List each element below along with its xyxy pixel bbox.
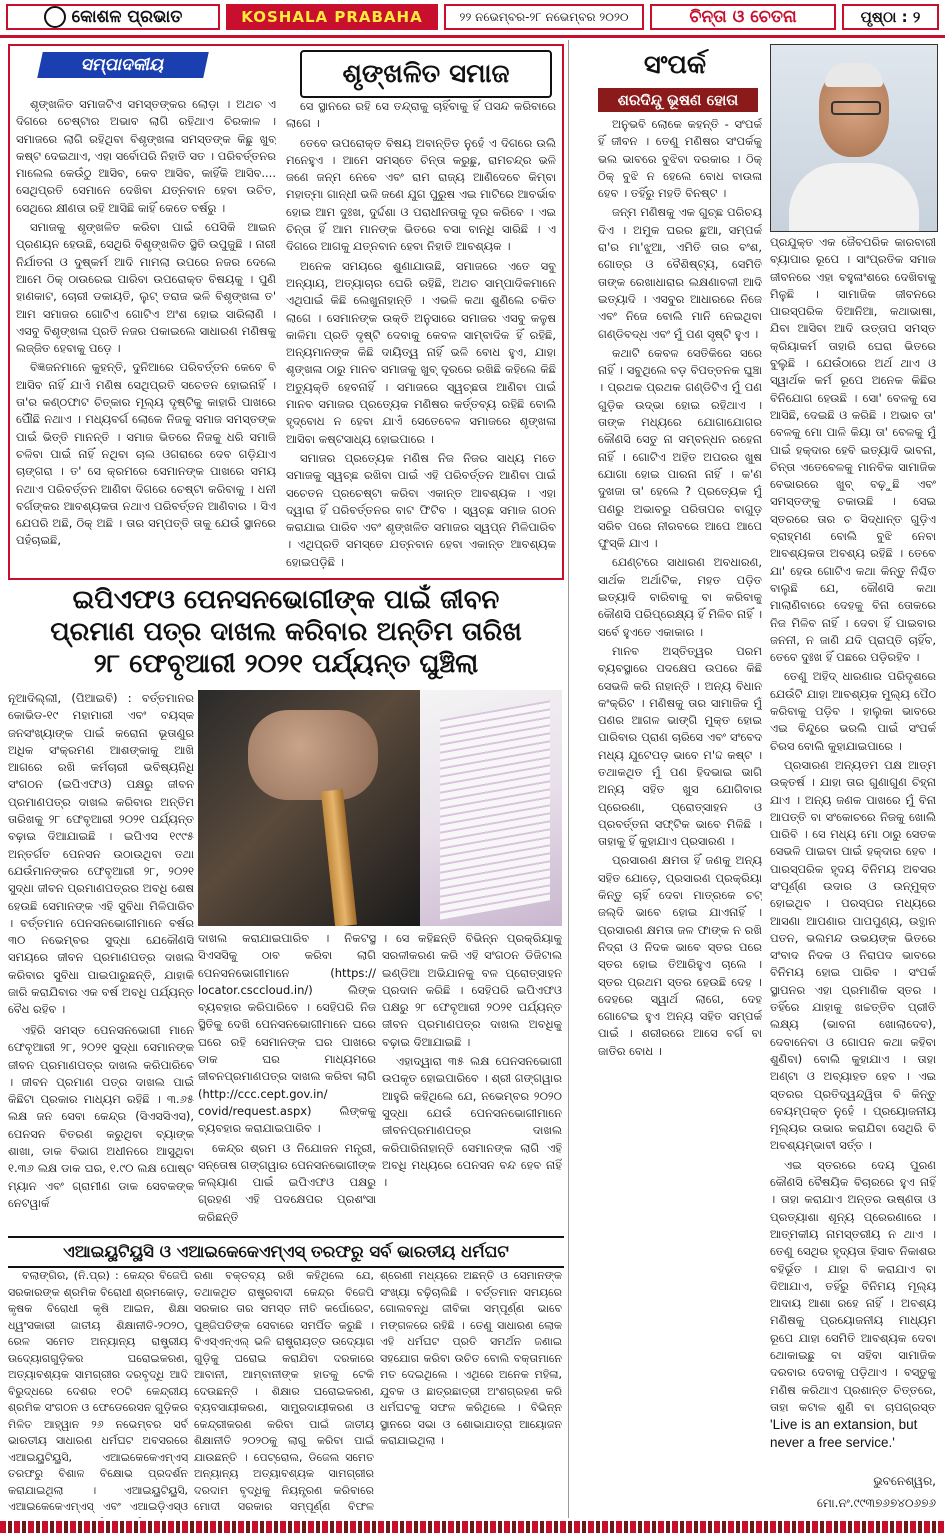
issue-date: ୨୨ ନଭେମ୍ବର-୨୮ ନଭେମ୍ବର ୨୦୨୦ — [444, 4, 644, 30]
column-title: ସଂପର୍କ — [643, 50, 707, 80]
paragraph: କଥାଟି କେବଳ ସେତିକିରେ ସରେ ନାହିଁ । ସବୁଥିଲେ ବଡ଼ ବିପତ୍ତନକ ଘୁଞ୍ଚା । ପ୍ରଥକ ପ୍ରଥକ ଗଣ୍ଡିଟିଏ ମୁଁ ପଣ ଗୁଡ଼ିକ ଉଦ୍ଭା ହୋଇ ରହିଥାଏ । ତାଙ୍କ ମଧ୍ୟରେ ଯୋଗାଯୋଗର କୌଣସି ସେତୁ ନା ସମ୍ବନ୍ଧନ ରହେନା ନାହିଁ । ଗୋଟିଏ ଅହିତ ଅପରର ଖୁଷ ଯୋଗା ହୋଇ ପାରନା ନାହିଁ । କ'ଣ ଦୁଖଜା ତା' ହେଲେ ? ପ୍ରତ୍ୟେକ ମୁଁ ପଣରୁ ଅଭାବରୁ ପରିତାପର ବାଗୁଡ଼ ସରିବ ପରେ ନୀରବରେ ଆପେ ଆପେ ଫୁସ୍କି ଯାଏ । — [598, 345, 762, 551]
column-quote: 'Live is an extansion, but never a free service.' — [770, 1417, 918, 1450]
epf-headline-line: ୨୮ ଫେବୃଆରୀ ୨୦୨୧ ପର୍ଯ୍ୟନ୍ତ ଘୁଞ୍ଚିଲା — [93, 649, 479, 679]
paragraph: କେନ୍ଦ୍ର ଶ୍ରମ ଓ ନିଯୋଜନ ମନ୍ତ୍ରୀ, ସନ୍ତୋଷ ଗଙ୍ଗୱାର ପେନସନଭୋଗୀଙ୍କ କଲ୍ୟାଣ ପାଇଁ ଇପିଏଫଓ ପକ୍ଷରୁ ଗ୍ରହଣ ଏହି ପଦକ୍ଷେପର ପ୍ରଶଂସା କରିଛନ୍ତି — [198, 1140, 376, 1224]
paragraph: ସମାଜକୁ ଶୃଙ୍ଖଳିତ କରିବା ପାଇଁ ପେସିକି ଆଇନ ପ୍ରଣୟନ ହେଉଛି, ସେଥିରି ବିଶୃଙ୍ଖଳିତ ସ୍ଥିତି ଉପୁଜୁଛି । ନାରୀ ନିର୍ଯାତନା ଓ ଦୁଷ୍କର୍ମ ଆଦି ମାମଲା ଉପରେ ନଜର ଦେଲେ ଆମେ ଠିକ୍ ଠାଉରେଇ ପାରିବା ଉପରୋକ୍ତ ବିଷୟକୁ । ପୁଣି ହାଣକାଟ, ଚୋରୀ ଡକାୟତି, ଲୁଟ୍ ତରାଜ ଭଳି ବିଶୃଙ୍ଖଳା ତ' ଆମ ସମାଜର ଗୋଟିଏ ଗୋଟିଏ ଅଂଶ ହୋଇ ସାରିଲାଣି । ଏସବୁ ବିଶୃଙ୍ଖଳା ପ୍ରତି ନଜର ପକାଇଲେ ସାଧାରଣ ମଣିଷକୁ ଲଜ୍ଜିତ ହେବାକୁ ପଡ଼େ । — [16, 220, 276, 356]
editorial-label: ସମ୍ପାଦକୀୟ — [37, 52, 209, 78]
section-title: ଚିନ୍ତା ଓ ଚେତନା — [650, 4, 836, 30]
epf-col-1b — [8, 1022, 194, 1234]
paragraph: ଶ୍ରେଣୀ ମଧ୍ୟରେ ଅଛନ୍ତି ଓ ସେମାନଙ୍କ ସଂଖ୍ୟା ବଢ଼ିଚାଲିଛି । ବର୍ତ୍ତମାନ ସମୟରେ ଗୋଲବନ୍ଧି ଜୀବିକା ସମ୍ପୂର୍ଣ୍ଣ ଭାବେ ମଙ୍ଗଳରେ ରହିଛି । ତେଣୁ ସାଧାରଣ ଲୋକ ଏହି ଧର୍ମଘଟ ପ୍ରତି ସମର୍ଥନ ଜଣାଇ ସହଯୋଗ କରିବା ଉଚିତ ବୋଲି ବକ୍ତାମାନେ ମତ ଦେଇଥିଲେ । ଏଥିରେ ଅନେକ ମହିଳା, ଯୁବକ ଓ ଛାତ୍ରଛାତ୍ରୀ ଅଂଶଗ୍ରହଣ କରି ଧର୍ମଘଟକୁ ସଫଳ କରିଥିଲେ । ବିଭିନ୍ନ ସ୍ଥାନରେ ସଭା ଓ ଶୋଭାଯାତ୍ରା ଆୟୋଜନ କରାଯାଇଥିଲା । — [380, 1269, 562, 1447]
paragraph: ବିଜ୍ଞଜନମାନେ କୁହନ୍ତି, ଦୁନିଆରେ ପରିବର୍ତ୍ତନ କେବେ ବି ଆସିବ ନାହିଁ ଯାଏଁ ମଣିଷ ସେଥିପ୍ରତି ସଚେତନ ହୋଇନାହିଁ । ତା'ର କଣ୍ଠଫାଟ ଚିତ୍କାର ମୂଲ୍ୟ ଦୃଷ୍ଟିକୁ କାହାରି ପାଖରେ ପୌଁଛି ନଥାଏ । ମଧ୍ୟବର୍ଗ ଲୋକେ ନିଜକୁ ସମାଜ ସମସ୍ତଙ୍କ ପାଇଁ ଭିତ୍ତି ମାନନ୍ତି । ସମାଜ ଭିତରେ ନିଜକୁ ଧରି ସମାଜି ଚଳିବା ପାଇଁ ନାହିଁ ନଥିବା ଚାଲ ଓଗରାରେ ଦେବ ଗଡ଼ିଯାଏ ଚାଙ୍ଗରା । ତ' ସେ କ୍ରମରେ ସେମାନଙ୍କ ପାଖରେ ସମୟ ନଥାଏ ପରିବର୍ତ୍ତନ ଆଣିବା ଦିଗରେ ଚେଷ୍ଟା କରିବାକୁ । ଧନୀ ବର୍ଗଙ୍କର ଆବଶ୍ୟକତା ନଥାଏ ପରିବର୍ତ୍ତନ ଆଣିବାର । ସିଏ ଯେପରି ଅଛି, ଠିକ୍ ଅଛି । ତାର ସମ୍ପତ୍ତି ତାକୁ ଯେଉଁ ସ୍ଥାନରେ ପହଁଚାଇଛି, — [16, 360, 276, 548]
epf-col-2 — [198, 930, 376, 1230]
currency-image — [420, 690, 562, 926]
masthead-english: KOSHALA PRABAHA — [226, 4, 438, 30]
paragraph: ଜନ୍ମ ମଣିଷକୁ ଏକ ଗୁଚ୍ଛ ପରିଚୟ ଦିଏ । ଅମୁକ ଘରର ଛୁଆ, ସମ୍ପର୍କ ରା'ର ମା'ଝୁଆ, ଏମିତି ତାର ବଂଶ, ଗୋତ୍ର ଓ ବୈଶିଷ୍ଟ୍ୟ, ସେମିତି ତାଙ୍କ ରେଖାଧାରାର ଲକ୍ଷଣାବଳୀ ଆଦି ଇତ୍ୟାଦି । ଏସବୁର ଆଧାରରେ ନିଜେ ଏବଂ ନିଜେ ବୋଲି ମାନି ନେଇଥିବା ଗଣ୍ଡିବଦ୍ଧ ଏବଂ ମୁଁ ପଣ ସୃଷ୍ଟି ହୁଏ । — [598, 205, 762, 341]
paragraph: । ସେ କହିଛନ୍ତି ବିଭିନ୍ନ ପ୍ରକ୍ରିୟାକୁ ସରଳୀକରଣ କରି ଏହି ସଂଗଠନ ଡିଜିଟାଲ ଇଣ୍ଡିଆ ଅଭିଯାନକୁ ବଳ ପ୍ରୋତ୍ସାହନ ପ୍ରଦାନ କରିଛି । ସେହିପରି ଇପିଏଫଓ ପକ୍ଷରୁ ୨୮ ଫେବୃଆରୀ ୨୦୨୧ ପର୍ଯ୍ୟନ୍ତ ଜୀବନ ପ୍ରମାଣପତ୍ର ଦାଖଲ ଅବଧିକୁ ବଢ଼ାଇ ଦିଆଯାଇଛି । — [382, 931, 562, 1049]
shirt-image — [789, 163, 919, 232]
paragraph: ଏହାଦ୍ୱାରା ୩୫ ଲକ୍ଷ ପେନସନଭୋଗୀ ଉପକୃତ ହୋଇପାରିବେ । ଶ୍ରୀ ଗଙ୍ଗୱାର ଆହୁରି କହିଥିଲେ ଯେ, ନଭେମ୍ବର ୨୦୨୦ ସୁଦ୍ଧା ଯେଉଁ ପେନସନଭୋଗୀମାନେ ଜୀବନପ୍ରମାଣପତ୍ର ଦାଖଲ କରିପାରିନାହାନ୍ତି ସେମାନଙ୍କ ଲାଗି ଏହି ଅବଧି ମଧ୍ୟରେ ପେନସନ ବନ୍ଦ ହେବ ନାହିଁ । — [382, 1054, 562, 1190]
strike-col-2 — [194, 1268, 374, 1518]
masthead-logo — [6, 4, 220, 30]
strike-col-3 — [380, 1268, 562, 1518]
epf-col-3 — [382, 930, 562, 1230]
logo-text: କୋଶଳ ପ୍ରଭାତ — [71, 7, 183, 27]
paragraph: ବଲାଙ୍ଗିର, (ନି.ପ୍ର) : କେନ୍ଦ୍ର ବିଜେପି ସରକାରଙ୍କ ଶ୍ରମିକ ବିରୋଧୀ ଶ୍ରମକୋଡ଼, କୃଷକ ବିରୋଧୀ କୃଷି ଆଇନ, ଶିକ୍ଷା ଧ୍ୱଂସକାରୀ ଜାତୀୟ ଶିକ୍ଷାନୀତି-୨୦୨୦, ରେଳ ସମେତ ଅନ୍ୟାନ୍ୟ ରାଷ୍ଟ୍ରୀୟ ଉଦ୍ୟୋଗଗୁଡ଼ିକର ଘରୋଇକରଣ, ଅତ୍ୟାବଶ୍ୟକ ସାମଗ୍ରୀର ଦରବୃଦ୍ଧି ଆଦି ବିରୁଦ୍ଧରେ ଦେଶର ୧୦ଟି କେନ୍ଦ୍ରୀୟ ଶ୍ରମିକ ସଂଗଠନ ଓ ଫେଡେରେସନ ଗୁଡ଼ିକର ମିଳିତ ଆହ୍ୱାନ ୨୬ ନଭେମ୍ବର ସର୍ବ ଭାରତୀୟ ସାଧାରଣ ଧର୍ମଘଟ ଅବସରରେ ଏଆଇୟୁଟିୟୁସି, ଏଆଇକେକେଏମ୍ଏସ୍ ତରଫରୁ ବିଶାଳ ବିକ୍ଷୋଭ ପ୍ରଦର୍ଶନ କରାଯାଇଥିଲା । ଏଆଇୟୁଟିୟୁସି, ଏଆଇକେକେଏମ୍ଏସ୍ ଏବଂ ଏଆଇଡ଼ିଏସ୍‌ଓ — [8, 1269, 188, 1513]
strike-headline: ଏଆଇୟୁଟିୟୁସି ଓ ଏଆଇକେକେଏମ୍ଏସ୍ ତରଫରୁ ସର୍ବ ଭାରତୀୟ ଧର୍ମଘଟ — [8, 1236, 564, 1268]
header-rule — [0, 35, 945, 38]
paragraph: ରଣା ବକ୍ତବ୍ୟ ରଖି କହିଥିଲେ ଯେ, ତଥାକଥିତ ରାଷ୍ଟ୍ରବାଦୀ କେନ୍ଦ୍ର ବିଜେପି ସରକାର ତାର ସମସ୍ତ ନୀତି କର୍ପୋରେଟ, ପୁଞ୍ଜିପତିଙ୍କ ସେବାରେ ସମର୍ପିତ କରୁଛି । ବିଏସ୍‌ଏନ୍‌ଏଲ୍ ଭଳି ରାଷ୍ଟ୍ରାୟତ୍ତ ଉଦ୍ୟୋଗ ଗୁଡ଼ିକୁ ଘରୋଇ କରାଯିବା ଦରକାରେ ଆବାନୀ, ଆମ୍ବାନୀଙ୍କ ହାତକୁ ଟେକି ଦେଉଛନ୍ତି । ଶିକ୍ଷାର ଘରୋଇକରଣ, ବ୍ୟବସାୟୀକରଣ, ସାମ୍ପ୍ରଦାୟୀକରଣ ଓ କେନ୍ଦ୍ରୀକରଣ କରିବା ପାଇଁ ଜାତୀୟ ଶିକ୍ଷାନୀତି ୨୦୨୦କୁ ଲାଗୁ କରିବା ପାଇଁ ଯାଉଛନ୍ତି । ପେଟ୍ରୋଲ, ଡିଜେଲ ସମେତ ଅନ୍ୟାନ୍ୟ ଅତ୍ୟାବଶ୍ୟକ ସାମଗ୍ରୀର ଦରଦାମ ବୃଦ୍ଧିକୁ ନିୟନ୍ତ୍ରଣ କରିବାରେ ମୋଦୀ ସରକାର ସମ୍ପୂର୍ଣ୍ଣ ବିଫଳ — [194, 1269, 374, 1513]
paragraph: ଏହିରି ସମସ୍ତ ପେନସନଭୋଗୀ ମାନେ ଫେବୃଆରୀ ୨୮, ୨୦୨୧ ସୁଦ୍ଧା ସେମାନଙ୍କ ଜୀବନ ପ୍ରମାଣପତ୍ର ଦାଖଲ କରିପାରିବେ । ଜୀବନ ପ୍ରମାଣ ପତ୍ର ଦାଖଲ ପାଇଁ କିଛିଟା ପ୍ରକାର ମାଧ୍ୟମ ରହିଛି । ୩.୬୫ ଲକ୍ଷ ଜନ ସେବା କେନ୍ଦ୍ର (ସିଏସସିଏସ), ପେନସନ ବିତରଣ କରୁଥିବା ବ୍ୟାଙ୍କ ଶାଖା, ଡାକ ବିଭାଗ ଅଧୀନରେ ଆସୁଥିବା ୧.୩୬ ଲକ୍ଷ ଡାକ ଘର, ୧.୯୦ ଲକ୍ଷ ପୋଷ୍ଟ ମ୍ୟାନ ଏବଂ ଗ୍ରାମୀଣ ଡାକ ସେବକଙ୍କ ନେଟୱାର୍କ — [8, 1023, 194, 1210]
paragraph: ପ୍ରସାରଣ ଅନ୍ୟତମ ପକ୍ଷ ଆତ୍ମ ଉକ୍ତର୍ଷ । ଯାହା ତାର ଗୁଣାଗୁଣ ଚିହ୍ନା ଯାଏ । ଅନ୍ୟ ଜଣକ ପାଖରେ ମୁଁ ବିନା ଆପତ୍ତି ବା ସଂକୋଚରେ ନିଜକୁ ଖୋଲି ପାରିବି । ସେ ମଧ୍ୟ ମୋ ଠାରୁ ସେତକ ସେଭଳି ପାଇବା ପାଇଁ ହକ୍‌ଦାର ହେବ । ପାରସ୍ପରିକ ହୃଦୟ ବିନିମୟ ଅବସର ସଂପୂର୍ଣ୍ଣ ଉଦାର ଓ ଉନ୍ମୁକ୍ତ ହୋଇଥିବ । ପରସ୍ପର ମଧ୍ୟରେ ଆସଣା ଆପଣାର ପାପପୁଣ୍ୟ, ଉତ୍ଥାନ ପତନ, ଭଲମନ୍ଦ ଉଭୟଙ୍କ ଭିତରେ ସଂବାଦ ନିଦକ ଓ ନିରାପଦ ଭାବରେ ବିନିମୟ ହୋଇ ପାରିବ । ସଂପର୍କ ସ୍ଥାପନର ଏହା ପ୍ରମାଣିକ ସ୍ତର । ତହିଁରେ ଯାହାକୁ ଖଚ୍ଚତ୍ତିବ ପ୍ରୀତି ଲକ୍ଷ୍ୟ (ଭାବନା ଖୋଲାଦେବ), ଦେବାନେବା ଓ ଗୋପନ କଥା କହିବା ଶୁଣିବା) ବୋଲି କୁହାଯାଏ । ତାହା ଅଣ୍ଟା ଓ ଅବ୍ୟାହତ ହେବ । ଏଇ ସ୍ତରର ପ୍ରତିଦ୍ୱନ୍ଦ୍ୱିତା ବି କିନ୍ତୁ ବେୟମ୍ପକ୍ତ ନୁହେଁ । ପ୍ରୟୋଜନୀୟ ମୂଲ୍ୟର ଉଭାର କରାଯିବା ସେଥିରି ବି ଅବଶ୍ୟମ୍ଭାବୀ ସର୍ତ୍ତ । — [770, 757, 936, 1153]
paragraph: ପ୍ରଯୁକ୍ତ ଏକ ଜୈବପରିକ କାରବାରୀ ବ୍ୟାପାର ରୂପେ । ସାଂପ୍ରତିକ ସମାଜ ଜୀବନରେ ଏହା ବହୁଳାଂଶରେ ଦେଖିବାକୁ ମିଳୁଛି । ସାମାଜିକ ଜୀବନରେ ପାରସ୍ପରିକ ଦିଆନିଆ, କଥାଭାଷା, ଯିବା ଆସିବା ଆଦି ଉତ୍ତାପ ସମସ୍ତ କ୍ରିୟାକର୍ମ ତାହାରି ଘେରା ଭିତରେ ବୁଲୁଛି । ଯେଉଁଠାରେ ଅର୍ଥ ଥାଏ ଓ ସ୍ୱାର୍ଥକ କର୍ମ ରୂପେ ଅନେକ କିଛିର ବିନିଯୋଗ ହେଉଛି । ସୋ' ବେଳକୁ ସେ ଆସିଛି, ଦେଇଛି ଓ କରିଛି । ଅଭାବ ତା' ବେଳକୁ ମୋ ପାଳି କିୟା ତା' ବେଳକୁ ମୁଁ ପାଇଁ ହକ୍‌ଦାର ହେବି ଇତ୍ୟାଦି ଭାବନା, ଚିନ୍ତା ଏତେବେଳକୁ ମାନବିକ ସାମାଜିକ ବେଭାରରେ ଖୁବ୍ ବଢ଼ୁଛି ଏବଂ ସମସ୍ତଙ୍କୁ ଚକାଉଛି । ସେଇ ସ୍ତରରେ ତାର ଚ ସିଦ୍ଧାନ୍ତ ଗୁଡ଼ିଏ ବ୍ରାହ୍ମଣ ବୋଲି ବୁଝି ନେବା ଆବଶ୍ୟକତା ଅବଶ୍ୟ ରହିଛି । ତେବେ ଯା' ହେଉ ଗୋଟିଏ କଥା କିନ୍ତୁ ନିଶ୍ଚିତ ବାଲୁଛି ଯେ, କୌଣସି କଥା ମାଲାଣିବାରେ ଦେହକୁ ବିନା ତୋକରେ ନିଜ ମିଳିବ ନାହିଁ । ଦେବା ହିଁ ପାଇବାର ଜନନୀ, ନ ଜାଣି ଯଦି ପ୍ରାପ୍ତି ଚାହିଁବ, ତେବେ ଦୁଃଖ ହିଁ ପଛରେ ପଡ଼ିରହିବ । — [770, 235, 936, 665]
paragraph: ତେଣୁ ଅହିଦ୍ ଧାରଣାର ପରିଦୃଶରେ ଯେଉଁଟି ଯାହା ଆବଶ୍ୟକ ମୁଲ୍ୟ ପୈଠ କରିବାକୁ ପଡ଼ିବ । ହାଲୁକା ଭାବରେ ଏଇ ବିନ୍ଦୁରେ ଭରଲି ପାଇଁ ସଂପର୍କ ଚିରସ ବୋଲି କୁହାଯାଇପାରେ । — [770, 669, 936, 753]
signature-phone: ମୋ.ନଂ.୯୯୩୭୬୭୪୦୬୭୬ — [816, 1496, 936, 1510]
signature-place: ଭୁବନେଶ୍ୱର, — [873, 1474, 936, 1488]
paragraph: ଦାଖଲ କରାଯାଇପାରିବ । ନିକଟସ୍ଥ ସିଏସସିକୁ ଠାବ କରିବା ଲାଗି ପେନସନଭୋଗୀମାନେ (https:// locator.csccloud.in/) ଲିଙ୍କ ବ୍ୟବହାର କରିପାରିବେ । ସେହିପରି ନିଜ ସ୍ଥିତିକୁ ଦେଖି ପେନସନଭୋଗୀମାନେ ଘରେ ଘରେ ରହି ସେମାନଙ୍କ ଘର ପାଖରେ ଡାକ ଘର ମାଧ୍ୟମରେ ଜୀବନପ୍ରମାଣପତ୍ର ଦାଖଲ କରିବା ଲାଗି (http://ccc.cept.gov.in/ covid/request.aspx) ଲିଙ୍କକୁ ବ୍ୟବହାର କରାଯାଇପାରିବ । — [198, 931, 376, 1136]
strike-col-1 — [8, 1268, 188, 1518]
paragraph: ଅନୁଭବି ଲୋକେ କହନ୍ତି - ସଂପର୍କ ହିଁ ଜୀବନ । ତେଣୁ ମଣିଷର ସଂପର୍କକୁ ଭଲ ଭାବରେ ବୁଝିବା ଦରକାର । ଠିକ୍ ଠିକ୍ ବୁଝି ନ ହେଲେ ବୋଧ ବାଉଳା ହେବ । ତହିଁରୁ ମହତି ବିନଷ୍ଟ । — [598, 117, 762, 201]
editorial-col-2 — [286, 98, 556, 576]
page-number: ପୃଷ୍ଠା : ୨ — [842, 4, 939, 30]
logo-icon — [44, 6, 66, 28]
column-col-b — [770, 234, 936, 1414]
column-author: ଶରଦିନ୍ଦୁ ଭୂଷଣ ହୋତା — [598, 88, 758, 112]
paragraph: ତେବେ ଉପରୋକ୍ତ ବିଷୟ ଅବାନ୍ତିତ ନୁହେଁ ଏ ଦିଗରେ ଉଲି ମନେହୁଏ । ଆମେ ସମସ୍ତେ ଚିନ୍ତା କରୁଛୁ, ରାମଚନ୍ଦ୍ର ଭଳି ଜଣେ ଜନ୍ମ ନେବେ ଏବଂ ରାମ ରାଜ୍ୟ ଆଣିଦେବେ କିମ୍ବା ମହାତ୍ମା ଗାନ୍ଧୀ ଭଳି ଜଣେ ଯୁଗ ପୁରୁଷ ଏଇ ମାଟିରେ ଆବର୍ଭାବ ହୋଇ ଆମ ଦୁଃଖ, ଦୁର୍ଦ୍ଦଶା ଓ ପରାଧୀନତାକୁ ଦୂର କରିବେ । ଏଇ ଚିନ୍ତା ହିଁ ଆମ ମାନଙ୍କ ଭିତରେ ବସା ବାନ୍ଧି ସାରିଛି । ଏ ଦିଗରେ ଆଗକୁ ଯତ୍ନବାନ ହେବା ନିହାତି ଆବଶ୍ୟକ । — [286, 135, 556, 254]
paragraph: ମାନବ ଅସ୍ତିତ୍ୱର ପରମ ବ୍ୟବସ୍ଥାରେ ପଦକ୍ଷେପ ଉପରେ କିଛି ସେଭଳି କରି ନାହାନ୍ତି । ଅନ୍ୟ ବିଧାନ କଂକ୍ରିଟ । ମଣିଷକୁ ତାର ସାମାଜିକ ମୁଁ ପଣର ଆଗଳ ଭାଙ୍ଗି ମୁକ୍ତ ହୋଇ ପାରିବାର ପ୍ରାଣ ଚାରିସେ ଏବଂ ସଂବେଦ ମଧ୍ୟ ଯୁଟେପଡ଼ ଭାବେ ମ'ଦ୍ଦ କଷ୍ଟ । ତଥାକଥିତ ମୁଁ ପଣ ହିଦଭାଇ ଭାଗି ଅନ୍ୟ ସହିତ ଖୁସ ଯୋଗିବାର ପ୍ରେରଣା, ପ୍ରୋତ୍ସାହନ ଓ ପ୍ରବର୍ତ୍ତନା ସଫ୍ଟିକ ଭାବେ ମିଳିଛି । ତାହାକୁ ହିଁ କୁହାଯାଏ ପ୍ରସାରଣ । — [598, 643, 762, 849]
editorial-col-1 — [16, 96, 276, 576]
epf-headline — [8, 584, 564, 684]
editorial-title: ଶୃଙ୍ଖଳିତ ସମାଜ — [300, 50, 552, 98]
paragraph: ସେ ସ୍ଥାନରେ ରହି ସେ ତନ୍ଦ୍ରାକୁ ଚାହିଁବାକୁ ହିଁ ପସନ୍ଦ କରିବାରେ ଲାଗେ । — [286, 99, 556, 131]
masthead — [0, 0, 945, 36]
paragraph: ଶୃଙ୍ଖଳିତ ସମାଜଟିଏ ସମସ୍ତଙ୍କର ଲୋଡ଼ା । ଅଥଚ ଏ ଦିଗରେ ଚେଷ୍ଟାର ଅଭାବ ଲାଗି ରହିଥାଏ ଚିରକାଳ । ସମାଜରେ ଲାଗି ରହିଥିବା ବିଶୃଙ୍ଖଳା ସମସ୍ତଙ୍କ କିଛୁ ଖୁବ୍ କଷ୍ଟ ଦେଇଥାଏ, ଏହା ସର୍ବୋପରି ନିହାତି ସତ । ପରିବର୍ତ୍ତନର ମାଲେଲ କେଉଁଠୁ ଆସିବ, କେବ ଆସିବ, କାହିଁକି ଆସିବ.... ସେଥିପ୍ରତି ସେମାନେ ଦେଖିବା ଯତ୍ନବାନ ହେବା ଉଚିତ, ସେଥିରେ କ୍ଷୀଣତା ରହି ଆସିଛି କାହିଁ କେତେ ବର୍ଷରୁ । — [16, 97, 276, 215]
epf-headline-line: ଇପିଏଫଓ ପେନସନଭୋଗୀଙ୍କ ପାଇଁ ଜୀବନ — [72, 585, 500, 615]
epf-photo — [198, 690, 562, 926]
paragraph: ନୂଆଦିଲ୍ଲୀ, (ପିଆଇବି) : ବର୍ତ୍ତମାନର କୋଭିଡ-୧୯ ମହାମାରୀ ଏବଂ ବୟସ୍କ ଜନସଂଖ୍ୟାଙ୍କ ପାଇଁ କରୋନା ଭୂତାଣୁର ଅଧିକ ସଂକ୍ରମଣ ଆଶଙ୍କାକୁ ଆଖି ଆଗରେ ରଖି କର୍ମଚାରୀ ଭବିଷ୍ୟନିଧି ସଂଗଠନ (ଇପିଏଫଓ) ପକ୍ଷରୁ ଜୀବନ ପ୍ରମାଣପତ୍ର ଦାଖଲ କରିବାର ଅନ୍ତିମ ତାରିଖକୁ ୨୮ ଫେବୃଆରୀ ୨୦୨୧ ପର୍ଯ୍ୟନ୍ତ ବଢ଼ାଇ ଦିଆଯାଇଛି । ଇପିଏସ ୧୯୯୫ ଅନ୍ତର୍ଗତ ପେନସନ ଉଠାଉଥିବା ତଥା ଯେଉଁମାନଙ୍କର ଫେବୃଆରୀ ୨୮, ୨୦୨୧ ସୁଦ୍ଧା ଜୀବନ ପ୍ରମାଣପତ୍ରର ଅବଧି ଶେଷ ହେଉଛି ସେମାନଙ୍କ ଏହି ସୁବିଧା ମିଳିପାରିବ । ବର୍ତ୍ତମାନ ପେନସନଭୋଗୀମାନେ ବର୍ଷର ୩୦ ନଭେମ୍ବର ସୁଦ୍ଧା ଯେକୌଣସି ସମୟରେ ଜୀବନ ପ୍ରମାଣପତ୍ର ଦାଖଲ କରିବାର ସୁବିଧା ପାଇପାରୁଛନ୍ତି, ଯାହାକି ଜାରି କରାଯିବାର ଏକ ବର୍ଷ ଅବଧି ପର୍ଯ୍ୟନ୍ତ ବୈଧ ରହିବ । — [8, 691, 194, 1017]
paragraph: ଏଇ ସ୍ତରରେ ଦେୟ ପୁରଣ କୌଣସି ବୈଷୟିକ ବିଚାରରେ ହୁଏ ନାହିଁ । ତାହା କରାଯାଏ ଅନ୍ତର ଉଷ୍ଣତା ଓ ପ୍ରତ୍ୟାଶା ଶୂନ୍ୟ ପ୍ରେରଣାରେ । ଆତ୍ମକୀୟ ନାମସ୍ତରୀୟ ନ ଥାଏ । ତେଣୁ ସେଥିର ହୃଦ୍ୟତା ହିସାବ ନିକାଶର ବହିର୍ଭୂତ । ଯାହା ବି କରାଯାଏ ବା ଦିଆଯାଏ, ତହିଁରୁ ବିନିମୟ ମୂଲ୍ୟ ଆଦାୟ ଆଶା ରହେ ନାହିଁ । ଅବଶ୍ୟ ମଣିଷକୁ ପ୍ରୟୋଜନୀୟ ମାଧ୍ୟମ ରୂପେ ଯାହା ସେମିତି ଆବଶ୍ୟକ ଦେବା ଥୋକାଇଛୁ ବା ସହିବା ସାମାଜିକ ଦରବାର ଦେବାକୁ ପଡ଼ିଥାଏ । ବସ୍ତୁକୁ ମଣିଷ କରିଥାଏ ପ୍ରଶାନ୍ତ ଚିତ୍ତରେ, ତାହା କଟାଳ ଶୁଣି ବା ଚାପଗ୍ରସ୍ତ — [770, 1157, 936, 1414]
footer-border — [0, 1521, 945, 1533]
paragraph: ପ୍ରସାରଣ କ୍ଷମତା ହିଁ ଜଣକୁ ଅନ୍ୟ ସହିତ ଯୋଡ଼େ, ପ୍ରସାରଣ ପ୍ରକ୍ରିୟା କିନ୍ତୁ ଚାହିଁ ଦେବା ମାତ୍ରକେ ଚଟ୍ ଜଲ୍ଦି ଭାବେ ହୋଇ ଯାଏନାହିଁ । ପ୍ରସାରଣ କ୍ଷମତା ଜଳ ଫାଙ୍କ ନ ରଖି ନିଦ୍ରା ଓ ନିଦକ ଭାବେ ସ୍ତର ପରେ ସ୍ତର ହୋଇ ତିଆରିହୁଏ ଚାଲେ । ସ୍ତର ପ୍ରଥମ ସ୍ତର ହେଉଛି ଦେହ । ଦେହରେ ସ୍ୱାର୍ଥ ଲାଗେ, ଦେହ ଗୋଟେଇ ହୁଏ ଅନ୍ୟ ସହିତ ସମ୍ପର୍କ ପାଇଁ । ଶରୀରରେ ଆସେ ବର୍ଗ ବା ଜାତିର ବୋଧ । — [598, 853, 762, 1058]
column-divider — [568, 40, 569, 1518]
paragraph: ଯେଣ୍ଟରେ ସାଧାରଣ ଅବଧାରଣ, ସାର୍ଥକ ଅର୍ଥାଟିକ, ମହତ ପଡ଼ିତ ଇତ୍ୟାଦି ବାରିବାକୁ ବା କରିବାକୁ କୌଣସି ପରିପ୍ରେକ୍ଷ୍ୟ ହିଁ ମିଳିବ ନାହିଁ । ସର୍ବେ ହୁଏତେ ଏକାକାର । — [598, 555, 762, 639]
paragraph: ଅନେକ ସମୟରେ ଶୁଣାଯାଉଛି, ସମାଜରେ ଏତେ ସବୁ ଅନ୍ୟାୟ, ଅତ୍ୟାଚାର ଘେରି ରହିଛି, ଅଥଚ ସାମ୍ପାଦିକମାନେ ଏଥିପାଇଁ କିଛି ଲେଖୁନାହାନ୍ତି । ଏଭଳି କଥା ଶୁଣିଲେ ଚକିତ ଲାଗେ । ସେମାନଙ୍କ ଉକ୍ତି ଅନୁସାରେ ସମାଜର ଏସବୁ କଳୁଷ କାଳିମା ପ୍ରତି ଦୃଷ୍ଟି ଦେବାକୁ କେବଳ ସାମ୍ବାଦିକ ହିଁ ରହିଛି, ଅନ୍ୟମାନଙ୍କ କିଛି ଦାୟିତ୍ୱ ନାହିଁ ଭଳି ବୋଧ ହୁଏ, ଯାହା ଶୃଙ୍ଖଳା ଠାରୁ ମାନବ ସମାଜକୁ ଖୁବ୍ ଦୂରରେ ରଖିଛି କହିଲେ କିଛି ଅତ୍ୟୁକ୍ତି ହେବନାହିଁ । ସମାଜରେ ସ୍ୱଚ୍ଛତା ଆଣିବା ପାଇଁ ମାନବ ସମାଜର ପ୍ରତ୍ୟେକ ମଣିଷର କର୍ତ୍ତବ୍ୟ ରହିଛି ବୋଲି ହୃଦ୍‌ବୋଧ ନ ହେବା ଯାଏଁ ସେତେବେଳ ସମାଜରେ ଶୃଙ୍ଖଳା ଆସିବା କଷ୍ଟସାଧ୍ୟ ହୋଇପାରେ । — [286, 258, 556, 446]
column-col-a — [598, 116, 762, 1518]
epf-headline-line: ପ୍ରମାଣ ପତ୍ର ଦାଖଲ କରିବାର ଅନ୍ତିମ ତାରିଖ — [50, 617, 522, 647]
author-photo — [770, 44, 938, 232]
hand-image — [248, 710, 378, 800]
paragraph: ସମାଜର ପ୍ରତ୍ୟେକ ମଣିଷ ନିଜ ନିଜର ସାଧ୍ୟ ମତେ ସମାଜକୁ ସ୍ୱଚ୍ଛ ରଖିବା ପାଇଁ ଏହି ପରିବର୍ତ୍ତନ ଆଣିବା ପାଇଁ ସଚେତନ ପ୍ରଚେଷ୍ଟା କରିବା ଏକାନ୍ତ ଆବଶ୍ୟକ । ଏହା ଦ୍ୱାରା ହିଁ ପରିବର୍ତ୍ତନର ବାଟ ଫିଟିବ । ସ୍ୱଚ୍ଛ ସମାଜ ଗଠନ କରାଯାଇ ପାରିବ ଏବଂ ଶୃଙ୍ଖଳିତ ସମାଜର ସ୍ୱପ୍ନ ମିଳିପାରିବ । ଏଥିପ୍ରତି ସମସ୍ତେ ଯତ୍ନବାନ ହେବା ଏକାନ୍ତ ଆବଶ୍ୟକ ହୋଇପଡ଼ିଛି । — [286, 450, 556, 569]
